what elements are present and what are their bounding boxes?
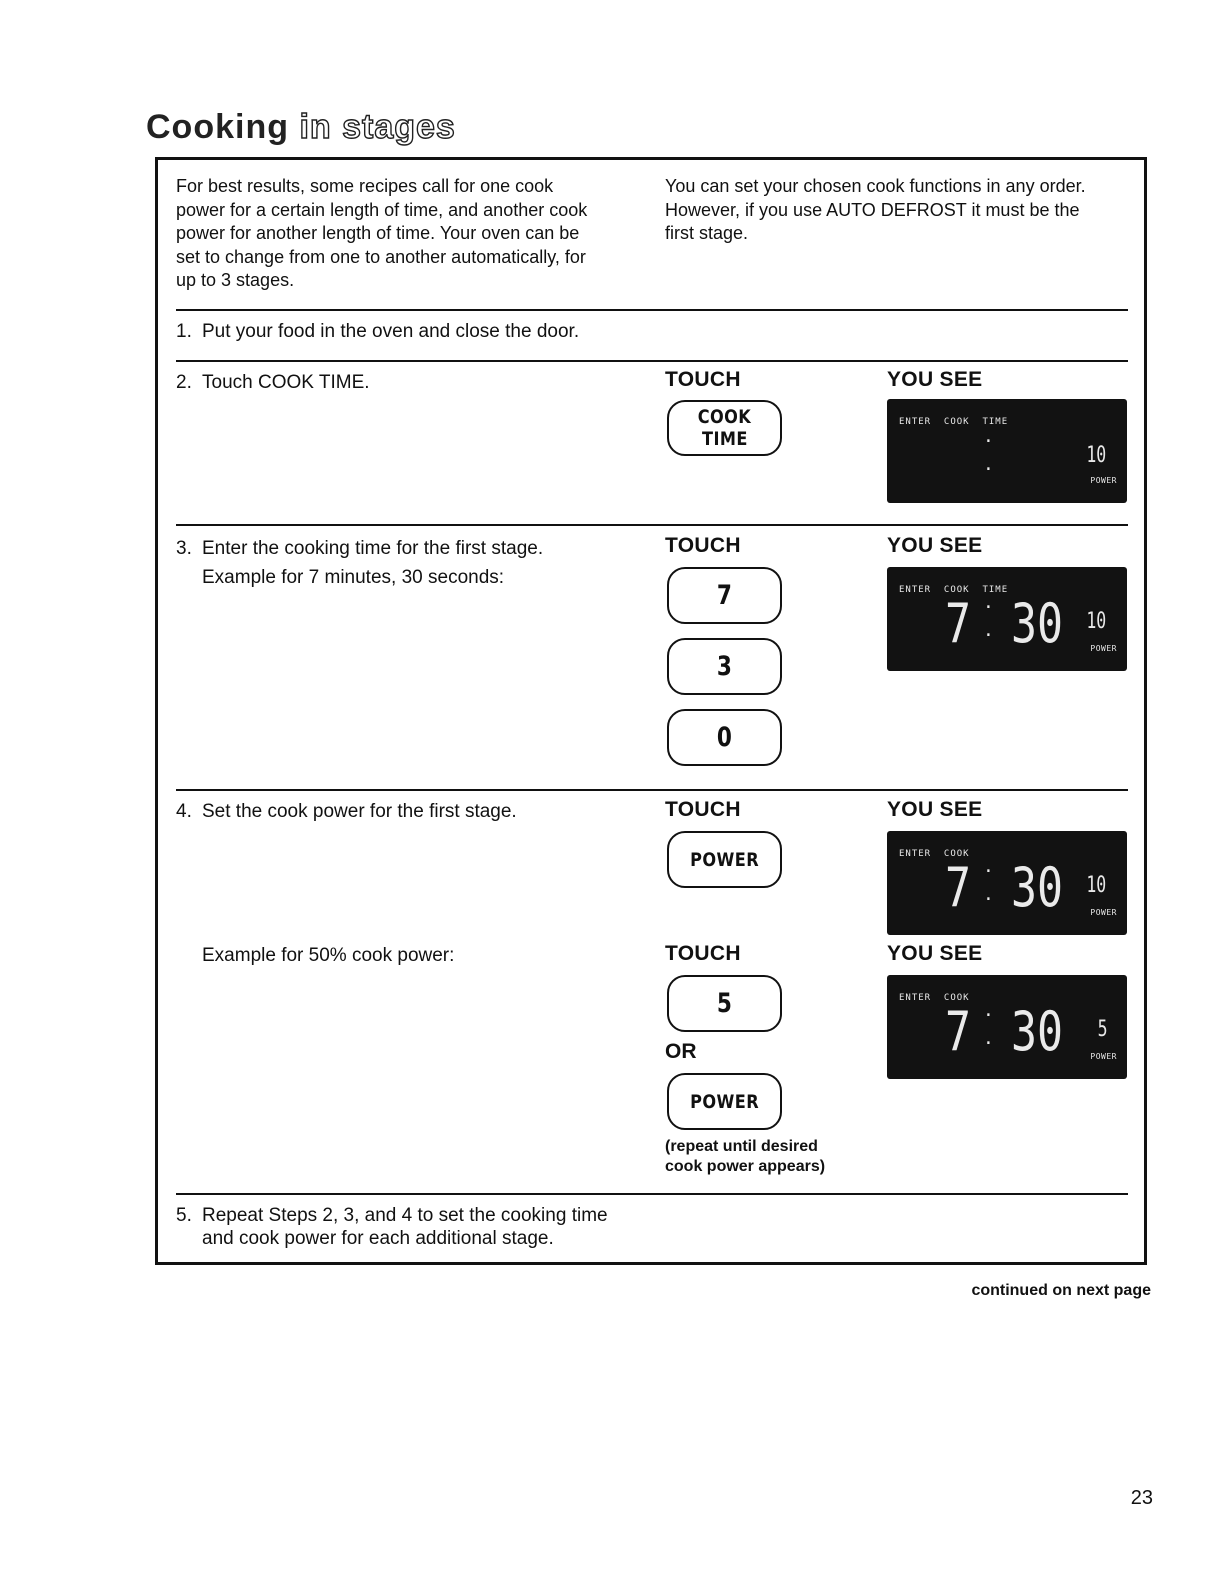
number-3-button[interactable]: [667, 638, 782, 695]
display-colon: · ·: [983, 597, 994, 646]
key-label: 5: [716, 988, 733, 1019]
step-number: 3.: [176, 538, 192, 559]
step-text: Example for 7 minutes, 30 seconds:: [202, 567, 505, 588]
divider: [176, 360, 1128, 362]
you-see-header: YOU SEE: [887, 534, 983, 557]
step-text: Touch COOK TIME.: [202, 372, 370, 393]
step-number: 4.: [176, 801, 192, 822]
page-number: 23: [1130, 1487, 1153, 1509]
intro-right: [665, 175, 1086, 246]
repeat-note: [665, 1137, 825, 1177]
display-indicators: ENTER COOK: [899, 993, 970, 1003]
key-label: 0: [716, 722, 733, 753]
intro-line: first stage.: [665, 223, 749, 243]
note-line: (repeat until desired: [665, 1138, 818, 1155]
divider: [176, 524, 1128, 526]
continued-note: continued on next page: [971, 1282, 1151, 1299]
display-power-level: 10: [1085, 609, 1106, 634]
step-text: Repeat Steps 2, 3, and 4 to set the cooking time: [202, 1205, 608, 1226]
display-power-label: POWER: [1090, 644, 1117, 653]
step-text: Enter the cooking time for the first stage.: [202, 538, 544, 559]
key-label: TIME: [701, 428, 748, 450]
display-minutes: 7: [945, 856, 972, 919]
touch-header: TOUCH: [665, 798, 741, 821]
key-label: POWER: [690, 848, 759, 871]
power-button[interactable]: [667, 831, 782, 888]
title-faint: in stages: [299, 108, 456, 146]
page-title: [146, 108, 456, 147]
divider: [176, 309, 1128, 311]
key-label: COOK: [697, 406, 752, 428]
intro-line: However, if you use AUTO DEFROST it must be the: [665, 199, 1080, 220]
step-number: 1.: [176, 321, 192, 342]
display-power-label: POWER: [1090, 1052, 1117, 1061]
display-seconds: 30: [1011, 592, 1064, 655]
step-text: Set the cook power for the first stage.: [202, 801, 517, 822]
display-indicators: ENTER COOK: [899, 849, 970, 859]
display-indicators: ENTER COOK TIME: [899, 417, 1009, 427]
display-power-label: POWER: [1090, 476, 1117, 485]
step-text: Example for 50% cook power:: [202, 945, 455, 966]
note-line: cook power appears): [665, 1158, 826, 1175]
key-label: 3: [716, 651, 733, 682]
number-5-button[interactable]: [667, 975, 782, 1032]
key-label: 7: [716, 580, 733, 611]
display-seconds: 30: [1011, 1000, 1064, 1063]
touch-header: TOUCH: [665, 534, 741, 557]
display-minutes: 7: [945, 1000, 972, 1063]
oven-display: [887, 399, 1127, 503]
intro-line: For best results, some recipes call for one cook: [176, 176, 554, 196]
display-colon: · ·: [983, 1005, 994, 1054]
display-seconds: 30: [1011, 856, 1064, 919]
intro-line: power for a certain length of time, and another cook: [176, 199, 588, 220]
display-power-label: POWER: [1090, 908, 1117, 917]
intro-line: up to 3 stages.: [176, 270, 295, 290]
intro-left: [176, 175, 587, 293]
intro-line: set to change from one to another automatically, for: [176, 246, 586, 267]
intro-line: power for another length of time. Your oven can be: [176, 223, 580, 243]
divider: [176, 1193, 1128, 1195]
key-label: POWER: [690, 1090, 759, 1113]
power-button[interactable]: [667, 1073, 782, 1130]
step-number: 5.: [176, 1205, 192, 1226]
step-number: 2.: [176, 372, 192, 393]
step-text: and cook power for each additional stage.: [202, 1228, 554, 1249]
display-power-level: 10: [1085, 443, 1106, 468]
intro-line: You can set your chosen cook functions in any order.: [665, 176, 1086, 196]
touch-header: TOUCH: [665, 368, 741, 391]
display-colon: · ·: [983, 431, 994, 480]
you-see-header: YOU SEE: [887, 368, 983, 391]
display-minutes: 7: [945, 592, 972, 655]
or-label: OR: [665, 1040, 697, 1063]
oven-display: [887, 567, 1127, 671]
display-power-level: 5: [1097, 1017, 1108, 1042]
cook-time-button[interactable]: [667, 400, 782, 456]
oven-display: [887, 831, 1127, 935]
divider: [176, 789, 1128, 791]
display-indicators: ENTER COOK TIME: [899, 585, 1009, 595]
display-power-level: 10: [1085, 873, 1106, 898]
oven-display: [887, 975, 1127, 1079]
you-see-header: YOU SEE: [887, 798, 983, 821]
step-text: Put your food in the oven and close the door.: [202, 321, 580, 342]
you-see-header: YOU SEE: [887, 942, 983, 965]
number-0-button[interactable]: [667, 709, 782, 766]
display-colon: · ·: [983, 861, 994, 910]
touch-header: TOUCH: [665, 942, 741, 965]
title-bold: Cooking: [146, 108, 289, 146]
number-7-button[interactable]: [667, 567, 782, 624]
